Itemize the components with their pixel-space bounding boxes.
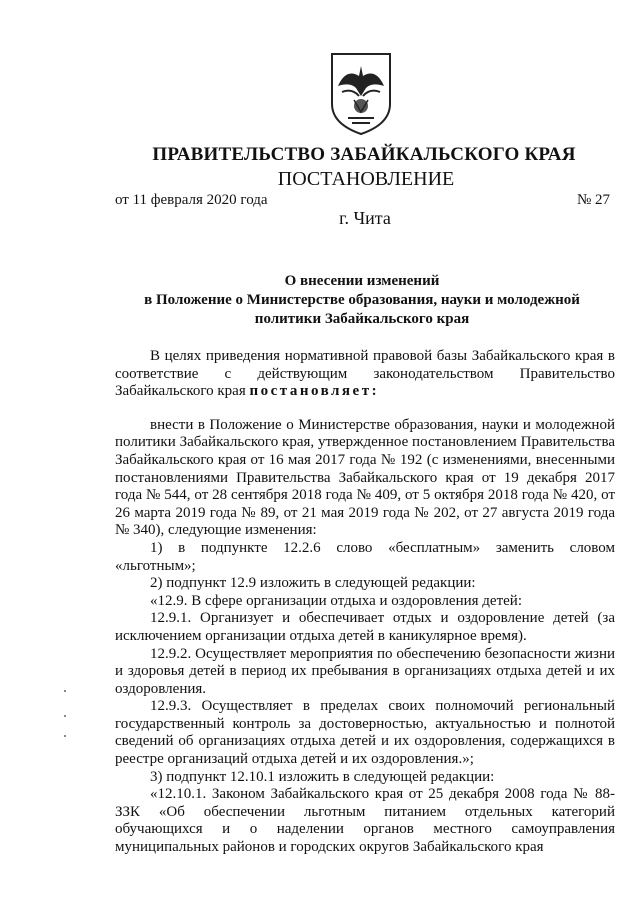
subject-line-2: в Положение о Министерстве образования, науки и молодежной [144,292,580,308]
document-number: № 27 [576,192,610,208]
item-2-paragraph: 2) подпункт 12.9 изложить в следующей редакции: [150,575,476,592]
scan-mark [64,690,66,692]
document-date: от 11 февраля 2020 года [115,192,268,208]
section-12-9-1-paragraph: 12.9.1. Организует и обеспечивает отдых и оздоровление детей (за исключением организации отдыха детей в каникулярное время). [115,610,615,644]
document-city: г. Чита [339,208,391,228]
document-type: ПОСТАНОВЛЕНИЕ [277,168,455,190]
document-subject [112,272,612,329]
government-title: ПРАВИТЕЛЬСТВО ЗАБАЙКАЛЬСКОГО КРАЯ [152,144,576,165]
decree-word: постановляет: [249,383,380,400]
section-12-9-2-paragraph: 12.9.2. Осуществляет мероприятия по обеспечению безопасности жизни и здоровья детей в период их пребывания в организациях отдыха детей и их оздоровления. [115,645,615,697]
section-12-10-1-paragraph: «12.10.1. Законом Забайкальского края от 25 декабря 2008 года № 88-ЗЗК «Об обеспечении льготным питанием отдельных категорий обучающихся и о наделении органов местного самоуправления муниципальных районов и городских округов Забайкальского края [115,786,615,856]
main-paragraph: внести в Положение о Министерстве образования, науки и молодежной политики Забайкальского края, утвержденное постановлением Правительства Забайкальского края от 16 мая 2017 года № 192 (с изменениями, внесенными постановлениями Правительства Забайкальского края от 19 декабря 2017 года № 544, от 28 сентября 2018 года № 409, от 5 октября 2018 года № 420, от 26 марта 2019 года № 89, от 21 мая 2019 года № 202, от 27 августа 2019 года № 340), следующие изменения: [115,416,615,539]
preamble-text: В целях приведения нормативной правовой базы Забайкальского края в соответствие с действующим законодательством Правительство Забайкальского края [115,348,615,400]
coat-of-arms-emblem [326,52,396,136]
document-body [115,348,615,857]
subject-line-3: политики Забайкальского края [254,311,470,327]
item-1-paragraph: 1) в подпункте 12.2.6 слово «бесплатным» заменить словом «льготным»; [115,539,615,574]
section-12-9-paragraph: «12.9. В сфере организации отдыха и оздоровления детей: [150,592,522,609]
section-12-9-3-paragraph: 12.9.3. Осуществляет в пределах своих полномочий региональный государственный контроль за достоверностью, актуальностью и полнотой сведений об организациях отдыха детей и их оздоровления, содержащихся в реестре организаций отдыха детей и их оздоровления.»; [115,698,615,768]
item-3-paragraph: 3) подпункт 12.10.1 изложить в следующей редакции: [150,768,495,785]
subject-line-1: О внесении изменений [284,273,440,289]
preamble-paragraph [115,348,615,401]
scan-mark [64,715,66,717]
scan-mark [64,735,66,737]
